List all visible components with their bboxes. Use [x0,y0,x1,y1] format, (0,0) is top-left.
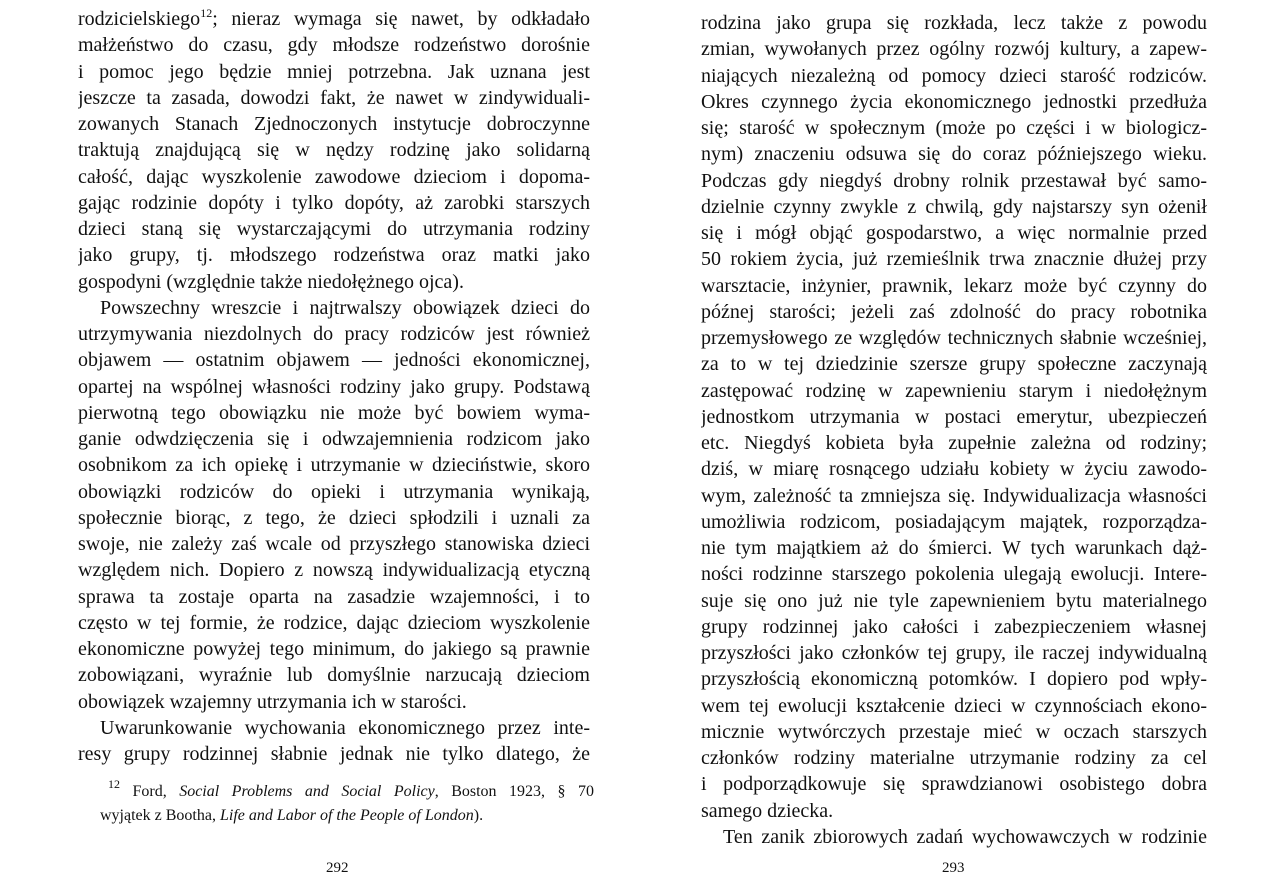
footnote-marker: 12 [108,780,120,791]
text-line: utrzymywania niezdolnych do pracy rodziców jest również [78,323,590,345]
text-line: przemysłowego ze względów technicznych słabnie wcześniej, [701,327,1207,349]
text-line: etc. Niegdyś kobieta była zupełnie zależna od rodziny; [701,432,1207,454]
footnote [100,780,594,828]
paragraph-start-line: Uwarunkowanie wychowania ekonomicznego przez inte- [100,716,590,739]
text-line: gospodyni (względnie także niedołężnego ojca). [78,270,464,293]
text-line: grupy rodzinnej jako całości i zabezpieczeniem własnej [701,615,1207,638]
text-line: objawem — ostatnim objawem — jedności ekonomicznej, [78,349,590,372]
footnote-book-title: Life and Labor of the People of London [219,807,474,824]
footnote-book-title: Social Problems and Social Policy [179,783,435,800]
text-line: jednostkom utrzymania w postaci emerytur, ubezpieczeń [701,405,1207,428]
text-line: zastępować rodzinę w zapewnieniu starym i niedołężnym [701,379,1207,402]
text-line: pierwotną tego obowiązku nie może być bowiem wyma- [78,401,590,424]
footnote-ref: 12 [200,6,213,20]
text-line: dziś, w miarę rosnącego udziału kobiety w życiu zawodo- [701,458,1207,481]
text-line: resy grupy rodzinnej słabnie jednak nie tylko dlatego, że [78,743,590,765]
text-line: małżeństwo do czasu, gdy młodsze rodzeństwo dorośnie [78,34,590,57]
text-line: 50 rokiem życia, już rzemieślnik trwa znacznie dłużej przy [701,248,1207,271]
text-line: jako grupy, tj. młodszego rodzeństwa oraz matki jako [78,244,590,267]
text-line: osobnikom za ich opiekę i utrzymanie w dzieciństwie, skoro [78,454,590,477]
text-line: zobowiązani, wyraźnie lub domyślnie narzucają dzieciom [78,664,590,687]
text-line: późnej starości; jeżeli zaś zdolność do pracy robotnika [701,300,1207,323]
text-line: nym) znaczeniu odsuwa się do coraz późniejszego wieku. [701,143,1207,166]
text-line: gając rodzinie dopóty i tylko dopóty, aż zarobki starszych [78,191,590,214]
text-line: wym, zależność ta zmniejsza się. Indywidualizacja własności [701,484,1207,507]
right-page [631,0,1263,893]
text-line: obowiązki rodziców do opieki i utrzymania wynikają, [78,480,590,503]
text-line: samego dziecka. [701,799,834,822]
text-line: dzieci staną się wystarczającymi do utrzymania rodziny [78,218,590,240]
text-line: społecznie biorąc, z tego, że dzieci spłodzili i uznali za [78,506,590,529]
text-line: przyszłości jako członków tej grupy, ile raczej indywidualną [701,642,1207,664]
right-body-text [701,10,1207,850]
text-line: jeszcze ta zasada, dowodzi fakt, że nawet w zindywiduali- [78,86,590,109]
paragraph-start-line: Powszechny wreszcie i najtrwalszy obowiązek dzieci do [100,296,590,319]
text-line: ganie odwdzięczenia się i odwzajemnienia rodzicom jako [78,428,590,450]
text-line: przyszłością ekonomiczną potomków. I dopiero pod wpły- [701,668,1207,691]
text-line: się i mógł objąć gospodarstwo, a więc normalnie przed [701,222,1207,244]
page-number: 292 [326,860,349,876]
text-line: opartej na wspólnej własności rodziny jako grupy. Podstawą [78,375,590,398]
text-line: dzielnie czynny zwykle z chwilą, gdy najstarszy syn ożenił [701,195,1207,218]
text-line: niających niezależną od pomocy dzieci starość rodziców. [701,64,1207,87]
text-line: micznie wytwórczych przestaje mieć w oczach starszych [701,720,1207,743]
text-line: całość, dając wyszkolenie zawodowe dzieciom i dopoma- [78,165,590,188]
text-line: wem tej ewolucji kształcenie dzieci w czynnościach ekono- [701,694,1207,717]
text-line: się; starość w społecznym (może po części i w biologicz- [701,117,1207,139]
text-line: i podporządkowuje się sprawdzianowi osobistego dobra [701,773,1207,796]
footnote-line: wyjątek z Bootha, Life and Labor of the People of London). [100,807,484,824]
text-line: zowanych Stanach Zjednoczonych instytucje dobroczynne [78,113,590,135]
text-line: rodzina jako grupa się rozkłada, lecz także z powodu [701,12,1207,34]
footnote-line: $^{12}$ Ford, Social Problems and Social Policy, Boston 1923, § 70 [100,780,594,804]
text-line: swoje, nie zależy zaś wcale od przyszłego stanowiska dzieci [78,533,590,555]
text-line: zmian, wywołanych przez ogólny rozwój kultury, a zapew- [701,38,1207,61]
text-line: Okres czynnego życia ekonomicznego jednostki przedłuża [701,90,1207,113]
text-line: za to w tej dziedzinie szersze grupy społeczne zaczynają [701,353,1207,376]
text-line: umożliwia rodzicom, posiadającym majątek, rozporządza- [701,510,1207,533]
text-line: nie tym majątkiem aż do śmierci. W tych warunkach dąż- [701,537,1207,559]
text-line: często w tej formie, że rodzice, dając dzieciom wyszkolenie [78,611,590,634]
text-line: warsztacie, inżynier, prawnik, lekarz może być czynny do [701,274,1207,297]
text-line: Podczas gdy niegdyś drobny rolnik przestawał być samo- [701,169,1207,192]
left-page [0,0,631,893]
left-body-text [78,6,590,767]
text-line: suje się ono już nie tyle zapewnieniem bytu materialnego [701,589,1207,612]
text-line: traktują znajdującą się w nędzy rodzinę jako solidarną [78,139,590,162]
text-line: ności rodzinne starszego pokolenia ulegają ewolucji. Intere- [701,563,1207,586]
text-line: względem nich. Dopiero z nowszą indywidualizacją etyczną [78,559,590,582]
text-line: obowiązek wzajemny utrzymania ich w starości. [78,690,467,713]
text-line: rodzicielskiego$^{12}$; nieraz wymaga się nawet, by odkładało [78,6,590,30]
text-line: i pomoc jego będzie mniej potrzebna. Jak uznana jest [78,60,590,83]
text-line: członków rodziny materialne utrzymanie rodziny za cel [701,747,1207,769]
text-line: sprawa ta zostaje oparta na zasadzie wzajemności, i to [78,585,590,608]
page-number: 293 [942,860,965,876]
paragraph-start-line: Ten zanik zbiorowych zadań wychowawczych w rodzinie [723,825,1207,848]
text-line: ekonomiczne powyżej tego minimum, do jakiego są prawnie [78,638,590,660]
